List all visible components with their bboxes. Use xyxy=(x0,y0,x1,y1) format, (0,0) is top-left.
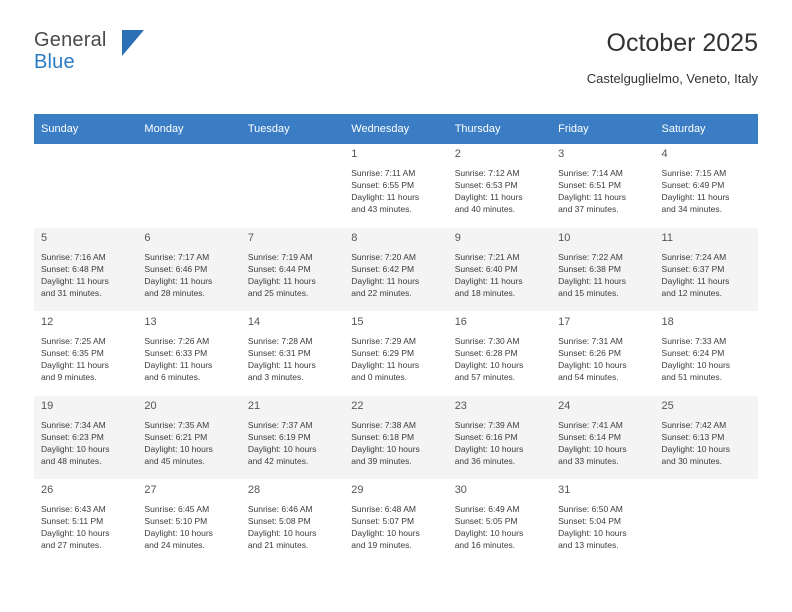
day-info-line: Sunset: 6:26 PM xyxy=(558,348,621,359)
day-info-line: and 40 minutes. xyxy=(454,204,516,215)
calendar-day-cell[interactable] xyxy=(551,480,654,564)
day-info-line: Sunrise: 7:17 AM xyxy=(144,252,210,262)
day-number: 7 xyxy=(247,232,254,244)
day-number: 18 xyxy=(661,316,674,328)
calendar-table xyxy=(34,114,758,564)
day-number: 23 xyxy=(454,400,467,412)
day-info-line: Daylight: 11 hours xyxy=(247,276,316,287)
page-header xyxy=(34,0,758,92)
day-info-line: Sunrise: 7:16 AM xyxy=(41,252,106,262)
day-info-line: Daylight: 10 hours xyxy=(41,444,110,455)
day-info-line: Sunrise: 7:28 AM xyxy=(247,336,313,346)
page-title: October 2025 xyxy=(606,29,758,57)
day-number: 9 xyxy=(454,232,461,244)
day-info-line: and 42 minutes. xyxy=(247,456,309,467)
day-info-line: Sunrise: 7:24 AM xyxy=(661,252,727,262)
day-info-line: Sunset: 6:33 PM xyxy=(144,348,208,359)
calendar-day-cell[interactable] xyxy=(344,228,447,312)
day-info-line: Sunrise: 7:19 AM xyxy=(247,252,313,262)
day-info-line: Daylight: 10 hours xyxy=(454,528,524,539)
day-info-line: Sunset: 6:40 PM xyxy=(454,264,518,275)
calendar-day-cell[interactable] xyxy=(241,480,344,564)
calendar-week-row xyxy=(34,228,758,312)
day-info-line: Sunrise: 6:45 AM xyxy=(144,504,210,514)
day-number: 27 xyxy=(144,484,157,496)
day-number: 13 xyxy=(144,316,157,328)
day-info-line: Daylight: 10 hours xyxy=(661,360,731,371)
day-info-line: Daylight: 11 hours xyxy=(454,276,523,287)
day-info-line: and 18 minutes. xyxy=(454,288,516,299)
logo-text-general: General xyxy=(34,29,107,51)
day-info-line: and 12 minutes. xyxy=(661,288,723,299)
calendar-day-cell[interactable] xyxy=(34,312,137,396)
day-info-line: Sunrise: 7:38 AM xyxy=(351,420,416,430)
calendar-day-cell[interactable] xyxy=(448,312,551,396)
day-info-line: Sunrise: 6:48 AM xyxy=(351,504,416,514)
calendar-day-cell[interactable] xyxy=(551,228,654,312)
day-number: 12 xyxy=(41,316,54,328)
calendar-day-cell[interactable] xyxy=(448,144,551,228)
calendar-day-cell[interactable] xyxy=(137,228,240,312)
day-info-line: and 39 minutes. xyxy=(351,456,412,467)
day-info-line: Sunrise: 6:49 AM xyxy=(454,504,520,514)
calendar-day-cell[interactable] xyxy=(241,228,344,312)
day-info-line: Sunset: 6:24 PM xyxy=(661,348,725,359)
logo[interactable] xyxy=(34,30,154,76)
calendar-day-cell[interactable] xyxy=(551,396,654,480)
weekday-header-wednesday: Wednesday xyxy=(344,114,447,144)
day-info-line: Sunset: 6:53 PM xyxy=(454,180,518,191)
day-number: 31 xyxy=(558,484,571,496)
day-info-line: and 37 minutes. xyxy=(558,204,619,215)
weekday-header-sunday: Sunday xyxy=(34,114,137,144)
day-info-line: Sunset: 6:35 PM xyxy=(41,348,104,359)
weekday-header-thursday: Thursday xyxy=(448,114,551,144)
day-info-line: and 16 minutes. xyxy=(454,540,516,551)
day-info-line: Sunrise: 6:43 AM xyxy=(41,504,106,514)
weekday-header-friday: Friday xyxy=(551,114,654,144)
day-info-line: Sunrise: 7:39 AM xyxy=(454,420,520,430)
day-info-line: Sunrise: 7:30 AM xyxy=(454,336,520,346)
day-number: 21 xyxy=(247,400,261,412)
day-info-line: Sunset: 6:19 PM xyxy=(247,432,311,443)
day-number: 29 xyxy=(351,484,364,496)
day-info-line: and 27 minutes. xyxy=(41,540,102,551)
day-info-line: Sunset: 5:07 PM xyxy=(351,516,415,527)
day-info-line: Daylight: 10 hours xyxy=(144,528,213,539)
calendar-empty-cell xyxy=(241,144,344,228)
day-info-line: Sunrise: 7:37 AM xyxy=(247,420,313,430)
day-info-line: Daylight: 10 hours xyxy=(144,444,213,455)
calendar-day-cell[interactable] xyxy=(551,144,654,228)
day-info-line: Sunset: 6:18 PM xyxy=(351,432,415,443)
day-info-line: Sunset: 6:38 PM xyxy=(558,264,621,275)
day-info-line: Sunrise: 7:14 AM xyxy=(558,168,623,178)
day-info-line: Sunset: 5:04 PM xyxy=(558,516,621,527)
calendar-week-row xyxy=(34,312,758,396)
day-info-line: and 30 minutes. xyxy=(661,456,723,467)
calendar-day-cell[interactable] xyxy=(137,396,240,480)
day-info-line: and 43 minutes. xyxy=(351,204,412,215)
day-info-line: Daylight: 11 hours xyxy=(351,276,420,287)
day-info-line: Sunset: 6:13 PM xyxy=(661,432,725,443)
day-info-line: Sunrise: 7:11 AM xyxy=(351,168,416,178)
day-info-line: and 0 minutes. xyxy=(351,372,408,383)
day-info-line: Daylight: 10 hours xyxy=(351,528,420,539)
day-info-line: Sunset: 6:16 PM xyxy=(454,432,518,443)
day-info-line: Sunset: 6:14 PM xyxy=(558,432,621,443)
day-info-line: and 33 minutes. xyxy=(558,456,619,467)
day-info-line: and 31 minutes. xyxy=(41,288,102,299)
calendar-day-cell[interactable] xyxy=(137,480,240,564)
weekday-header-saturday: Saturday xyxy=(655,114,758,144)
day-info-line: Sunrise: 7:26 AM xyxy=(144,336,210,346)
day-info-line: Sunrise: 7:31 AM xyxy=(558,336,623,346)
day-number: 3 xyxy=(558,148,565,160)
logo-text-blue: Blue xyxy=(34,51,75,73)
day-number: 22 xyxy=(351,400,364,412)
day-number: 30 xyxy=(454,484,467,496)
day-info-line: Daylight: 10 hours xyxy=(247,528,317,539)
day-info-line: Sunset: 5:08 PM xyxy=(247,516,311,527)
day-info-line: Sunset: 6:51 PM xyxy=(558,180,621,191)
day-info-line: Sunset: 5:05 PM xyxy=(454,516,518,527)
day-info-line: and 22 minutes. xyxy=(351,288,412,299)
flag-icon xyxy=(122,30,144,56)
calendar-day-cell[interactable] xyxy=(137,312,240,396)
weekday-header-monday: Monday xyxy=(137,114,240,144)
day-info-line: Sunset: 6:37 PM xyxy=(661,264,725,275)
calendar-day-cell[interactable] xyxy=(655,396,758,480)
day-info-line: and 54 minutes. xyxy=(558,372,619,383)
calendar-day-cell[interactable] xyxy=(34,480,137,564)
day-info-line: Sunset: 6:28 PM xyxy=(454,348,518,359)
day-info-line: and 21 minutes. xyxy=(247,540,309,551)
calendar-day-cell[interactable] xyxy=(344,144,447,228)
day-info-line: Sunrise: 6:46 AM xyxy=(247,504,313,514)
day-info-line: Daylight: 11 hours xyxy=(351,192,420,203)
day-info-line: Sunrise: 7:21 AM xyxy=(454,252,520,262)
calendar-day-cell[interactable] xyxy=(34,228,137,312)
day-info-line: Sunset: 6:49 PM xyxy=(661,180,725,191)
day-info-line: Sunset: 6:42 PM xyxy=(351,264,415,275)
calendar-empty-cell xyxy=(137,144,240,228)
day-info-line: Daylight: 10 hours xyxy=(454,360,524,371)
day-info-line: and 3 minutes. xyxy=(247,372,304,383)
day-number: 6 xyxy=(144,232,151,244)
day-info-line: Sunset: 6:31 PM xyxy=(247,348,311,359)
day-info-line: Sunset: 5:10 PM xyxy=(144,516,208,527)
day-info-line: Sunrise: 7:42 AM xyxy=(661,420,727,430)
day-info-line: Sunrise: 7:15 AM xyxy=(661,168,727,178)
weekday-header-tuesday: Tuesday xyxy=(241,114,344,144)
day-info-line: Daylight: 11 hours xyxy=(144,276,213,287)
day-number: 5 xyxy=(41,232,48,244)
day-info-line: and 36 minutes. xyxy=(454,456,516,467)
calendar-day-cell[interactable] xyxy=(344,396,447,480)
calendar-body xyxy=(34,144,758,564)
calendar-week-row xyxy=(34,480,758,564)
calendar-day-cell[interactable] xyxy=(551,312,654,396)
day-info-line: Sunset: 6:48 PM xyxy=(41,264,104,275)
day-number: 2 xyxy=(454,148,461,160)
day-number: 25 xyxy=(661,400,674,412)
day-info-line: and 25 minutes. xyxy=(247,288,309,299)
day-number: 14 xyxy=(247,316,261,328)
calendar-empty-cell xyxy=(34,144,137,228)
day-info-line: and 19 minutes. xyxy=(351,540,412,551)
day-number: 4 xyxy=(661,148,668,160)
day-info-line: Daylight: 11 hours xyxy=(41,360,109,371)
day-info-line: Sunrise: 7:12 AM xyxy=(454,168,520,178)
day-number: 15 xyxy=(351,316,364,328)
calendar-day-cell[interactable] xyxy=(344,480,447,564)
calendar-week-row xyxy=(34,144,758,228)
day-info-line: Sunset: 6:46 PM xyxy=(144,264,208,275)
calendar-day-cell[interactable] xyxy=(655,228,758,312)
day-info-line: Daylight: 11 hours xyxy=(247,360,316,371)
day-number: 19 xyxy=(41,400,54,412)
day-info-line: and 51 minutes. xyxy=(661,372,723,383)
calendar-day-cell[interactable] xyxy=(448,396,551,480)
weekday-header-row xyxy=(34,114,758,144)
day-info-line: Daylight: 11 hours xyxy=(661,276,730,287)
day-number: 16 xyxy=(454,316,467,328)
day-number: 26 xyxy=(41,484,54,496)
day-info-line: and 48 minutes. xyxy=(41,456,102,467)
day-info-line: Daylight: 11 hours xyxy=(558,192,626,203)
day-info-line: Daylight: 10 hours xyxy=(454,444,524,455)
calendar-week-row xyxy=(34,396,758,480)
day-info-line: Daylight: 10 hours xyxy=(558,360,627,371)
day-info-line: Daylight: 10 hours xyxy=(247,444,317,455)
day-number: 1 xyxy=(351,148,358,160)
day-info-line: Sunrise: 7:22 AM xyxy=(558,252,623,262)
day-info-line: Sunset: 6:44 PM xyxy=(247,264,311,275)
calendar-day-cell[interactable] xyxy=(448,480,551,564)
calendar-day-cell[interactable] xyxy=(448,228,551,312)
day-number: 8 xyxy=(351,232,358,244)
day-info-line: and 28 minutes. xyxy=(144,288,205,299)
calendar-day-cell[interactable] xyxy=(241,396,344,480)
day-info-line: Daylight: 11 hours xyxy=(41,276,109,287)
day-info-line: Daylight: 11 hours xyxy=(351,360,420,371)
calendar-day-cell[interactable] xyxy=(241,312,344,396)
calendar-empty-cell xyxy=(655,480,758,564)
day-info-line: Sunrise: 7:29 AM xyxy=(351,336,416,346)
calendar-day-cell[interactable] xyxy=(655,312,758,396)
day-number: 11 xyxy=(661,232,673,244)
day-info-line: Sunrise: 7:35 AM xyxy=(144,420,210,430)
day-info-line: Daylight: 10 hours xyxy=(558,444,627,455)
day-number: 10 xyxy=(558,232,571,244)
day-info-line: Sunrise: 7:25 AM xyxy=(41,336,106,346)
title-block xyxy=(587,30,758,86)
day-info-line: Sunrise: 6:50 AM xyxy=(558,504,623,514)
day-info-line: Sunset: 6:29 PM xyxy=(351,348,415,359)
day-info-line: Sunrise: 7:33 AM xyxy=(661,336,727,346)
day-info-line: Daylight: 10 hours xyxy=(41,528,110,539)
day-info-line: Daylight: 10 hours xyxy=(351,444,420,455)
day-number: 28 xyxy=(247,484,261,496)
day-info-line: Sunset: 5:11 PM xyxy=(41,516,104,527)
day-info-line: and 15 minutes. xyxy=(558,288,619,299)
day-info-line: Daylight: 11 hours xyxy=(558,276,626,287)
day-info-line: Daylight: 11 hours xyxy=(144,360,213,371)
day-info-line: Sunrise: 7:34 AM xyxy=(41,420,106,430)
calendar-day-cell[interactable] xyxy=(344,312,447,396)
day-info-line: and 24 minutes. xyxy=(144,540,205,551)
day-info-line: and 45 minutes. xyxy=(144,456,205,467)
day-info-line: and 6 minutes. xyxy=(144,372,201,383)
day-info-line: Sunrise: 7:20 AM xyxy=(351,252,416,262)
day-info-line: Daylight: 11 hours xyxy=(661,192,730,203)
day-number: 17 xyxy=(558,316,571,328)
calendar-day-cell[interactable] xyxy=(34,396,137,480)
day-info-line: Sunset: 6:21 PM xyxy=(144,432,208,443)
day-number: 24 xyxy=(558,400,571,412)
day-info-line: Daylight: 10 hours xyxy=(558,528,627,539)
day-info-line: and 57 minutes. xyxy=(454,372,516,383)
day-info-line: Sunset: 6:55 PM xyxy=(351,180,415,191)
day-info-line: Daylight: 11 hours xyxy=(454,192,523,203)
day-info-line: Sunset: 6:23 PM xyxy=(41,432,104,443)
location-subtitle: Castelguglielmo, Veneto, Italy xyxy=(586,70,758,86)
day-info-line: and 34 minutes. xyxy=(661,204,723,215)
day-info-line: and 13 minutes. xyxy=(558,540,619,551)
day-info-line: Sunrise: 7:41 AM xyxy=(558,420,623,430)
day-info-line: and 9 minutes. xyxy=(41,372,97,383)
calendar-day-cell[interactable] xyxy=(655,144,758,228)
day-number: 20 xyxy=(144,400,157,412)
day-info-line: Daylight: 10 hours xyxy=(661,444,731,455)
